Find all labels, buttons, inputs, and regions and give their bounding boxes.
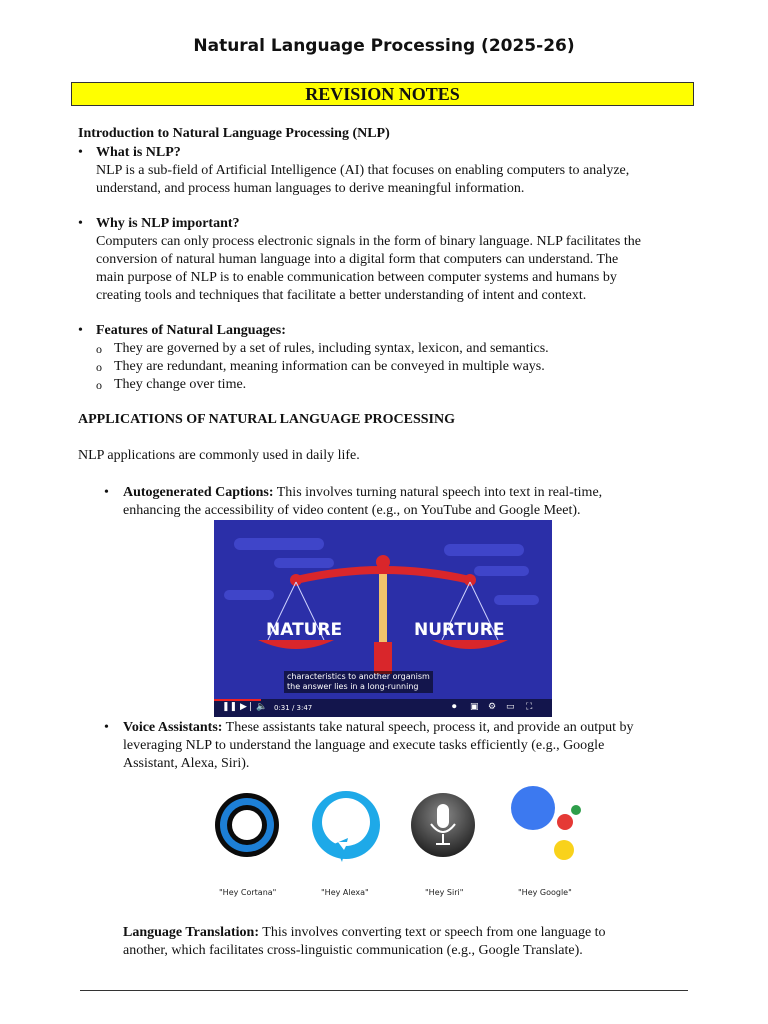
translation-line: [123, 924, 606, 942]
features-heading: Features of Natural Languages:: [96, 323, 286, 338]
cortana-icon: [210, 780, 284, 870]
google-assistant-icon: [505, 780, 585, 870]
miniplayer-icon: ▭: [506, 702, 515, 712]
video-controls: [214, 699, 552, 717]
sub-bullet-circle: o: [96, 360, 102, 374]
assistant-label: "Hey Cortana": [219, 888, 277, 897]
why-line: conversion of natural human language into a digital form that computers can understand. The: [96, 252, 619, 267]
fullscreen-icon: ⛶: [526, 702, 533, 712]
applications-intro: NLP applications are commonly used in daily life.: [78, 448, 360, 463]
voice-line: [123, 719, 634, 737]
captions-line: [123, 484, 602, 502]
voice-line: leveraging NLP to understand the language and execute tasks efficiently (e.g., Google: [123, 738, 605, 753]
settings-icon: ⚙: [488, 702, 497, 712]
why-line: Computers can only process electronic signals in the form of binary language. NLP facilitates the: [96, 234, 641, 249]
assistant-label: "Hey Google": [518, 888, 572, 897]
applications-heading: APPLICATIONS OF NATURAL LANGUAGE PROCESSING: [78, 412, 456, 427]
sub-bullet-circle: o: [96, 378, 102, 392]
footer-rule: [80, 990, 688, 991]
pause-icon: ❚❚: [222, 702, 238, 712]
voice-label: Voice Assistants:: [123, 720, 223, 735]
video-caption-line: characteristics to another organism: [287, 672, 430, 681]
video-caption-line: the answer lies in a long-running: [287, 682, 419, 691]
assistant-label: "Hey Siri": [425, 888, 464, 897]
translation-line: another, which facilitates cross-linguistic communication (e.g., Google Translate).: [123, 943, 583, 958]
captions-label: Autogenerated Captions:: [123, 485, 274, 500]
video-time: 0:31 / 3:47: [274, 704, 313, 712]
bullet-dot: •: [78, 323, 83, 338]
translation-text: This involves converting text or speech from one language to: [259, 925, 606, 940]
what-heading: What is NLP?: [96, 145, 181, 160]
bullet-dot: •: [78, 145, 83, 160]
bullet-dot: •: [78, 216, 83, 231]
next-icon: ▶❘: [240, 702, 255, 712]
feature-item: They change over time.: [114, 377, 247, 392]
voice-text: These assistants take natural speech, process it, and provide an output by: [222, 720, 634, 735]
nature-label: NATURE: [266, 620, 343, 640]
video-caption: [284, 671, 433, 693]
voice-line: Assistant, Alexa, Siri).: [123, 756, 250, 771]
document-title: Natural Language Processing (2025-26): [193, 36, 575, 56]
what-line: understand, and process human languages to derive meaningful information.: [96, 181, 525, 196]
nurture-label: NURTURE: [414, 620, 505, 640]
intro-heading: Introduction to Natural Language Processing (NLP): [78, 126, 390, 141]
feature-item: They are governed by a set of rules, including syntax, lexicon, and semantics.: [114, 341, 549, 356]
bullet-dot: •: [104, 485, 109, 500]
what-line: NLP is a sub-field of Artificial Intelligence (AI) that focuses on enabling computers to analyze,: [96, 163, 630, 178]
captions-video-image: [214, 520, 552, 717]
volume-icon: 🔈: [256, 702, 268, 712]
captions-text: This involves turning natural speech into text in real-time,: [273, 485, 603, 500]
feature-item: They are redundant, meaning information can be conveyed in multiple ways.: [114, 359, 545, 374]
autoplay-icon: ⏺: [452, 702, 457, 712]
revision-notes-banner: REVISION NOTES: [71, 82, 694, 106]
captions-line: enhancing the accessibility of video content (e.g., on YouTube and Google Meet).: [123, 503, 581, 518]
bullet-dot: •: [104, 720, 109, 735]
sub-bullet-circle: o: [96, 342, 102, 356]
why-heading: Why is NLP important?: [96, 216, 240, 231]
translation-label: Language Translation:: [123, 925, 260, 940]
alexa-icon: [308, 780, 384, 870]
cc-icon: ▣: [470, 702, 479, 712]
video-progress: [214, 699, 261, 701]
why-line: creating tools and techniques that facilitate a better understanding of intent and context.: [96, 288, 587, 303]
siri-icon: [408, 780, 478, 870]
assistant-label: "Hey Alexa": [321, 888, 369, 897]
why-line: main purpose of NLP is to enable communication between computer systems and humans by: [96, 270, 617, 285]
